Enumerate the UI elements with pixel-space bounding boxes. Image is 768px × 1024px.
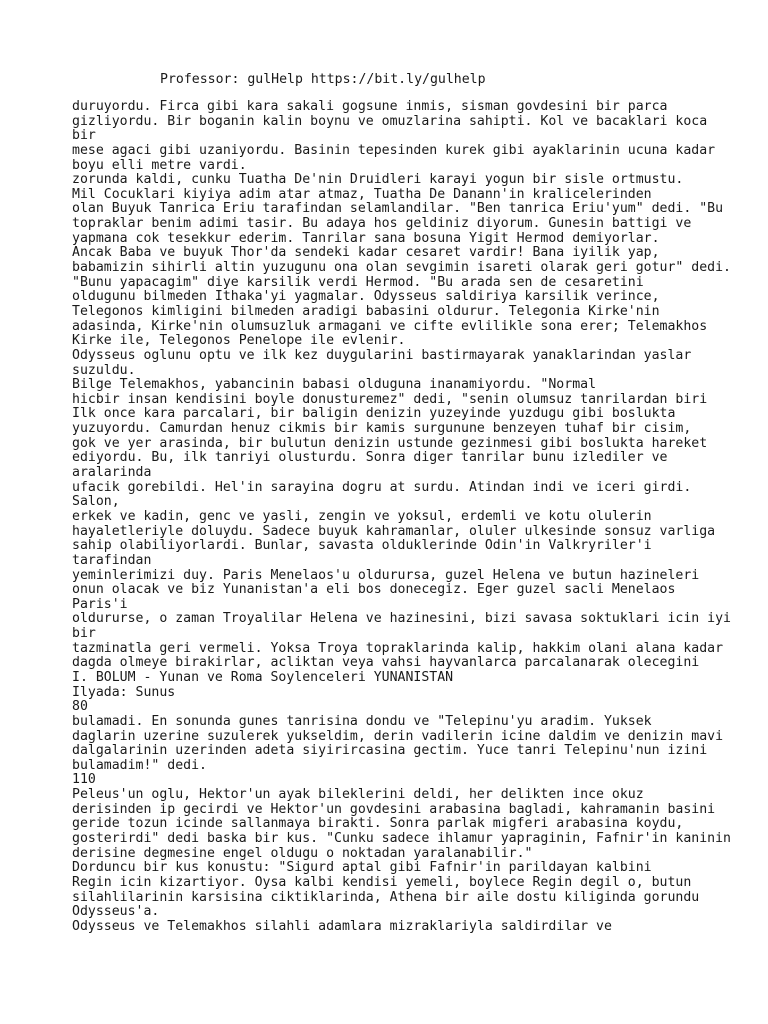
text-line: Salon, — [72, 494, 120, 510]
text-line: dalgalarinin uzerinden adeta siyirircasina gectim. Yuce tanri Telepinu'nun izini — [72, 743, 708, 759]
text-line: Regin icin kizartiyor. Oysa kalbi kendisi yemeli, boylece Regin degil o, butun — [72, 874, 692, 890]
text-line: Peleus'un oglu, Hektor'un ayak bileklerini deldi, her delikten ince okuz — [72, 787, 644, 803]
text-line: olan Buyuk Tanrica Eriu tarafindan selamlandilar. "Ben tanrica Eriu'yum" dedi. "Bu — [72, 201, 724, 217]
text-line: suzuldu. — [72, 362, 136, 378]
text-line: Paris'i — [72, 596, 128, 612]
text-line: bulamadim!" dedi. — [72, 757, 207, 773]
text-line: erkek ve kadin, genc ve yasli, zengin ve yoksul, erdemli ve kotu olulerin — [72, 508, 652, 524]
text-line: Odysseus'a. — [72, 904, 160, 920]
text-line: Bilge Telemakhos, yabancinin babasi olduguna inanamiyordu. "Normal — [72, 377, 597, 393]
text-line: bir — [72, 128, 96, 144]
text-line: babamizin sihirli altin yuzugunu ona olan sevgimin isareti olarak geri gotur" dedi. — [72, 260, 731, 276]
text-line: ufacik gorebildi. Hel'in sarayina dogru at surdu. Atindan indi ve iceri girdi. — [72, 479, 692, 495]
text-line: oldurursе, o zaman Troyalilar Helena ve hazinesini, bizi savasa soktuklari icin iyi — [72, 611, 731, 627]
text-line: boyu elli metre vardi. — [72, 157, 247, 173]
text-line: derisinden ip gecirdi ve Hektor'un govdesini arabasina bagladi, kahramanin basini — [72, 801, 716, 817]
text-line: duruyordu. Firca gibi kara sakali gogsune inmis, sisman govdesini bir parca — [72, 99, 668, 114]
text-line: bulamadi. En sonunda gunes tanrisina dondu ve "Telepinu'yu aradim. Yuksek — [72, 713, 652, 729]
text-line: 80 — [72, 699, 88, 715]
text-line: Odysseus oglunu optu ve ilk kez duygularini bastirmayarak yanaklarindan yaslar — [72, 347, 692, 363]
text-line: hicbir insan kendisini boyle donusturemez" dedi, "senin olumsuz tanrilardan biri — [72, 391, 708, 407]
text-line: tarafindan — [72, 552, 152, 568]
text-line: Ancak Baba ve buyuk Thor'da sendeki kadar cesaret vardir! Bana iyilik yap, — [72, 245, 660, 261]
text-line: Ilyada: Sunus — [72, 684, 176, 700]
text-line: topraklar benim adimi tasir. Bu adaya hos geldiniz diyorum. Gunesin battigi ve — [72, 216, 692, 232]
text-line: Mil Cocuklari kiyiya adim atar atmaz, Tuatha De Danann'in kralicelerinden — [72, 186, 652, 202]
text-line: 110 — [72, 772, 96, 788]
text-line: hayaletleriyle doluydu. Sadece buyuk kahramanlar, oluler ulkesinde sonsuz varliga — [72, 523, 716, 539]
text-line: "Bunu yapacagim" diye karsilik verdi Hermod. "Bu arada sen de cesaretini — [72, 274, 644, 290]
text-line: I. BOLUM - Yunan ve Roma Soylenceleri YUNANISTAN — [72, 669, 454, 685]
text-line: aralarinda — [72, 465, 152, 481]
text-line: Dorduncu bir kus konustu: "Sigurd aptal gibi Fafnir'in parildayan kalbini — [72, 860, 652, 876]
text-line: Kirke ile, Telegonos Penelope ile evlenir. — [72, 333, 406, 349]
text-line: Telegonos kimligini bilmeden aradigi babasini oldurur. Telegonia Kirke'nin — [72, 303, 660, 319]
text-line: bir — [72, 626, 96, 642]
text-line: yuzuyordu. Camurdan henuz cikmis bir kamis surgunune benzeyen tuhaf bir cisim, — [72, 421, 692, 437]
text-line: geride tozun icinde sallanmaya birakti. Sonra parlak migferi arabasina koydu, — [72, 816, 684, 832]
text-line: daglarin uzerine suzulerek yukseldim, derin vadilerin icine daldim ve denizin mavi — [72, 728, 724, 744]
text-line: yapmana cok tesekkur ederim. Tanrilar sana bosuna Yigit Hermod demiyorlar. — [72, 230, 660, 246]
text-line: onun olacak ve biz Yunanistan'a eli bos donecegiz. Eger guzel sacli Menelaos — [72, 582, 676, 598]
text-line: derisine degmesine engel oldugu o noktadan yaralanabilir." — [72, 845, 533, 861]
text-line: dagda olmeye birakirlar, acliktan veya vahsi hayvanlarca parcalanarak olecegini — [72, 655, 700, 671]
text-line: sahip olabiliyorlardi. Bunlar, savasta olduklerinde Odin'in Valkryriler'i — [72, 538, 652, 554]
text-line: gok ve yer arasinda, bir bulutun denizin ustunde gezinmesi gibi boslukta hareket — [72, 435, 708, 451]
text-line: adasinda, Kirke'nin olumsuzluk armagani ve cifte evlilikle sona erer; Telemakhos — [72, 318, 708, 334]
text-line: Odysseus ve Telemakhos silahli adamlara mizraklariyla saldirdilar ve — [72, 918, 612, 934]
text-line: ediyordu. Bu, ilk tanriyi olusturdu. Sonra diger tanrilar bunu izlediler ve — [72, 450, 668, 466]
text-line: tazminatla geri vermeli. Yoksa Troya topraklarinda kalip, hakkim olani alana kadar — [72, 640, 724, 656]
text-line: gosterirdi" dedi baska bir kus. "Cunku sadece ihlamur yapraginin, Fafnir'in kaninin — [72, 831, 731, 847]
text-line: silahlilarinin karsisina ciktiklarinda, Athena bir aile dostu kiliginda gorundu — [72, 889, 700, 905]
text-line: mese agaci gibi uzaniyordu. Basinin tepesinden kurek gibi ayaklarinin ucuna kadar — [72, 142, 716, 158]
text-line: gizliyordu. Bir boganin kalin boynu ve omuzlarina sahipti. Kol ve bacaklari koca — [72, 113, 708, 129]
text-line: zorunda kaldi, cunku Tuatha De'nin Druidleri karayi yogun bir sisle ortmustu. — [72, 172, 684, 188]
text-line: oldugunu bilmeden Ithaka'yi yagmalar. Odysseus saldiriya karsilik verince, — [72, 289, 660, 305]
page-header: Professor: gulHelp https://bit.ly/gulhelp — [160, 72, 486, 87]
text-line: yeminlerimizi duy. Paris Menelaos'u oldurursa, guzel Helena ve butun hazineleri — [72, 567, 700, 583]
text-line: Ilk once kara parcalari, bir baligin denizin yuzeyinde yuzdugu gibi boslukta — [72, 406, 676, 422]
body-text — [72, 99, 731, 935]
